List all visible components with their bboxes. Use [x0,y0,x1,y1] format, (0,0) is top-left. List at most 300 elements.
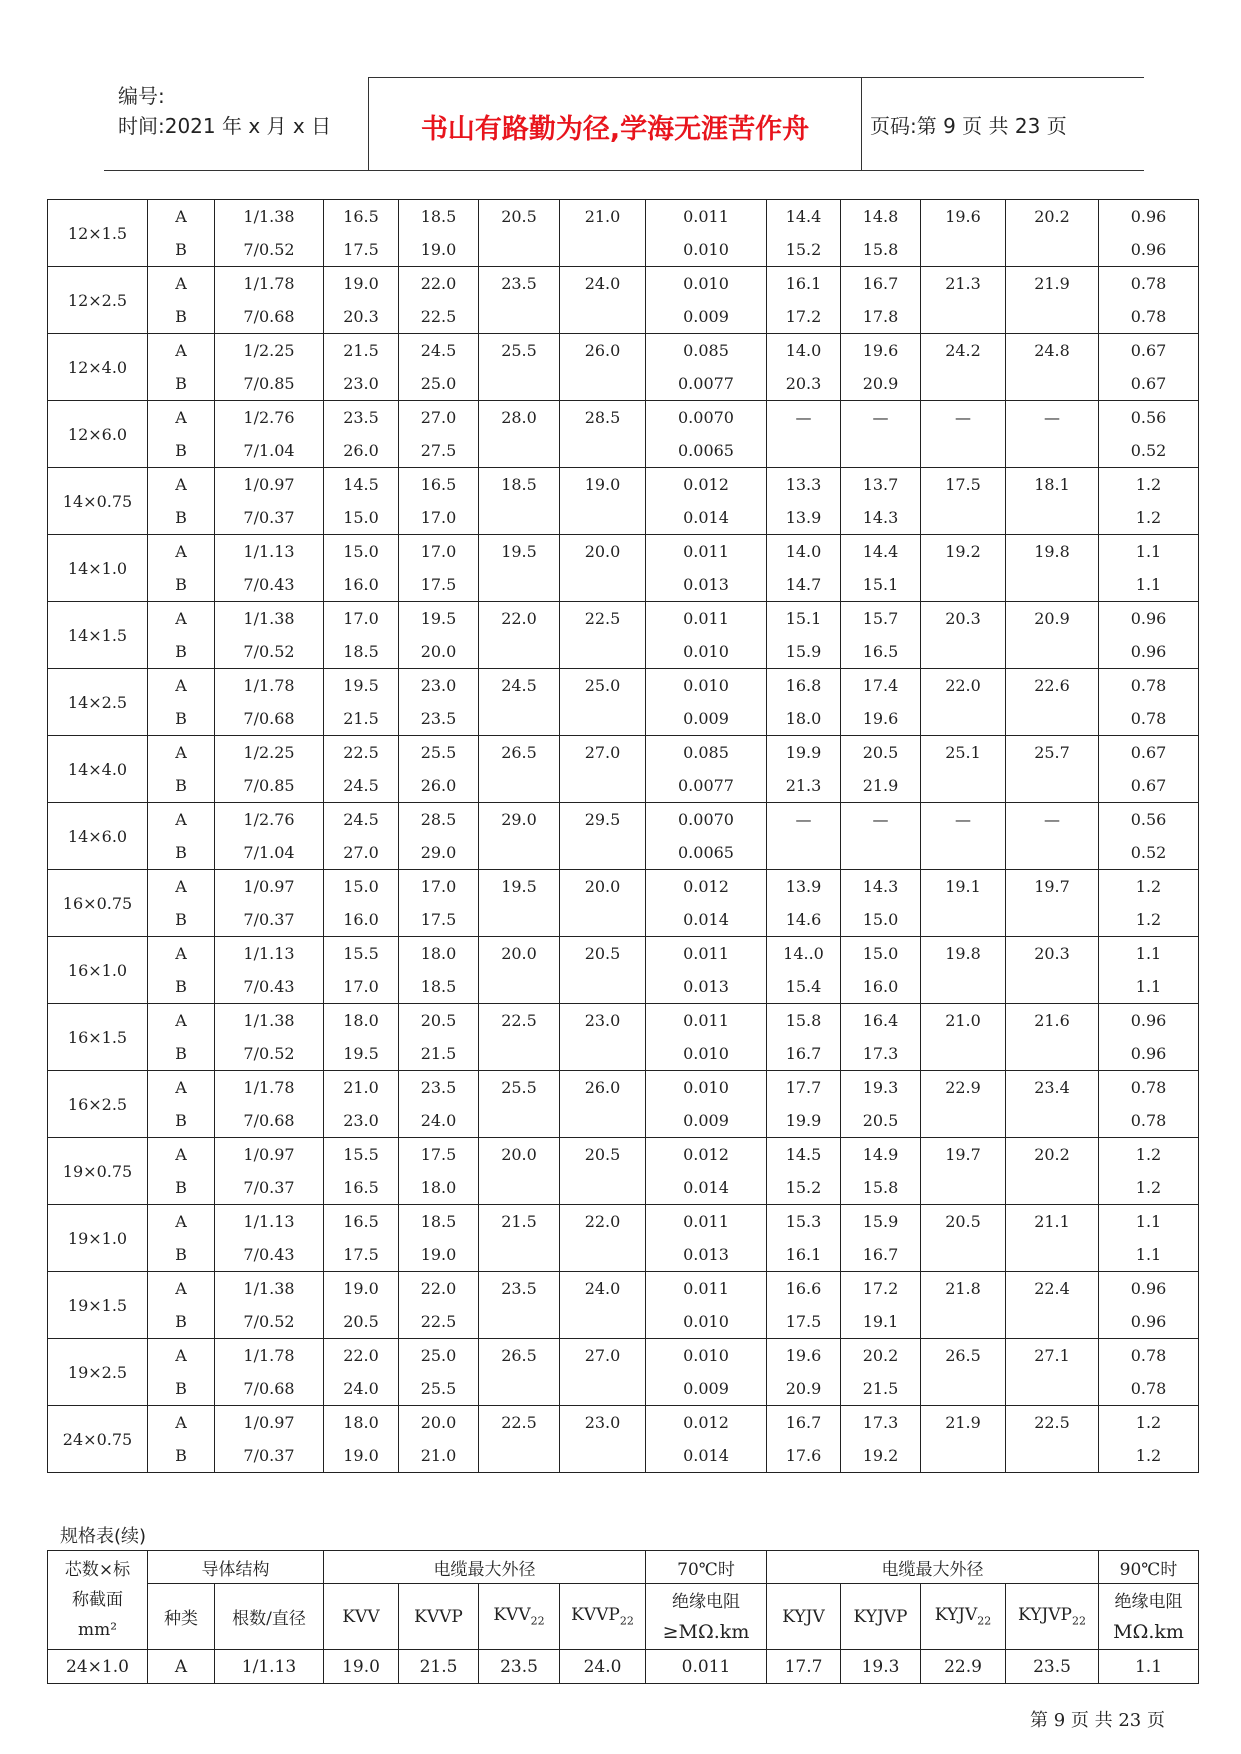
table-cell: 27.0 [399,401,479,435]
header-ins70-line3: ≥MΩ.km [662,1620,750,1643]
table-cell: 1.2 [1099,870,1199,904]
table-cell: 1/2.76 [215,401,324,435]
table-cell: 29.0 [479,803,560,837]
header-kvv: KVV [324,1584,399,1650]
table-cell: B [148,769,215,803]
table-cell: B [148,836,215,870]
table-cell: 23.0 [560,1406,646,1440]
table-cell: 25.7 [1006,736,1099,770]
header-kvv22: $KVV_{22}$ [479,1584,560,1650]
table-cell: 22.0 [921,669,1006,703]
table-cell: 15.0 [324,870,399,904]
table-cell: 21.5 [841,1372,921,1406]
table-cell: 16.8 [767,669,841,703]
table-cell: 23.5 [1006,1650,1099,1684]
table-cell: 19.6 [841,334,921,368]
table-cell: 20.9 [1006,602,1099,636]
table-cell: 27.0 [560,1339,646,1373]
table-cell: 7/1.04 [215,836,324,870]
table-cell: 15.9 [767,635,841,669]
page-footer: 第 9 页 共 23 页 [1030,1710,1165,1731]
table-cell: 1/1.13 [215,535,324,569]
table-cell: 21.9 [1006,267,1099,301]
table-cell: 17.7 [767,1650,841,1684]
table-cell: 18.5 [399,970,479,1004]
table-cell: 20.3 [324,300,399,334]
table-cell: 1/1.38 [215,1004,324,1038]
table-cell: 14.8 [841,200,921,234]
table-cell [921,1037,1006,1071]
table-cell [921,233,1006,267]
table-cell: 17.5 [399,1138,479,1172]
table-cell: 18.0 [399,937,479,971]
header-ins90-line3: MΩ.km [1113,1620,1184,1643]
table-cell: 0.67 [1099,334,1199,368]
table-cell: 0.0065 [646,836,767,870]
table-cell: 17.0 [399,535,479,569]
table-cell: 20.5 [841,1104,921,1138]
table-cell: 22.5 [479,1004,560,1038]
table-cell: 19.0 [324,1272,399,1306]
table-cell: 15.4 [767,970,841,1004]
table-cell: 29.0 [399,836,479,870]
table-cell: 19.9 [767,1104,841,1138]
table-cell: 7/0.37 [215,1171,324,1205]
table-cell: 16.7 [767,1037,841,1071]
table-cell: 0.78 [1099,669,1199,703]
table-cell [921,903,1006,937]
table-cell: 15.0 [324,501,399,535]
table-cell: 7/0.68 [215,702,324,736]
table-cell [921,1439,1006,1473]
table-row [48,803,1199,837]
spec-cell: 12×2.5 [48,267,148,334]
table-cell: 20.0 [560,535,646,569]
table-cell: A [148,1004,215,1038]
table-cell: A [148,1650,215,1684]
table-row [48,233,1199,267]
table-cell: 15.8 [767,1004,841,1038]
table-cell: — [1006,803,1099,837]
table-cell: 19.6 [921,200,1006,234]
table-cell: 0.52 [1099,836,1199,870]
header-meta [118,81,331,141]
table-cell: 0.011 [646,937,767,971]
table-cell: 21.5 [399,1650,479,1684]
table-cell: 7/0.85 [215,367,324,401]
table-cell: 0.014 [646,501,767,535]
table-cell: 18.5 [324,635,399,669]
table-cell: 19.5 [324,1037,399,1071]
header-ins70-rest [646,1584,767,1650]
table-row [48,669,1199,703]
table-cell: 27.0 [324,836,399,870]
spec-cell: 12×6.0 [48,401,148,468]
table-cell: 27.1 [1006,1339,1099,1373]
table-cell [921,1171,1006,1205]
table-cell: 0.67 [1099,769,1199,803]
table-cell: 1.2 [1099,501,1199,535]
table-cell: 7/0.43 [215,568,324,602]
spec-cell: 12×4.0 [48,334,148,401]
table-cell: 16.0 [841,970,921,1004]
table-cell [921,300,1006,334]
table-cell: 20.9 [841,367,921,401]
table-row [48,1339,1199,1373]
table-row [48,736,1199,770]
table-cell: 0.013 [646,568,767,602]
table-cell: 29.5 [560,803,646,837]
header-kyjvp22: $KYJVP_{22}$ [1006,1584,1099,1650]
table-cell: 16.7 [841,267,921,301]
continued-spec-table [47,1550,1199,1684]
table-cell [841,836,921,870]
table-cell: 0.012 [646,870,767,904]
table-cell: 19.6 [841,702,921,736]
table-cell: 20.5 [560,1138,646,1172]
table-cell: B [148,702,215,736]
table-row [48,602,1199,636]
table-cell [1006,1372,1099,1406]
table-row [48,937,1199,971]
table-cell [921,1238,1006,1272]
table-cell: 1/1.13 [215,1650,324,1684]
table-cell: B [148,903,215,937]
table-cell: 14.3 [841,501,921,535]
table-cell: 22.0 [479,602,560,636]
table-row [48,568,1199,602]
table-cell [921,1104,1006,1138]
table-cell: 14.5 [324,468,399,502]
table-cell [1006,836,1099,870]
table-cell: 17.3 [841,1037,921,1071]
table-cell: 16.0 [324,903,399,937]
table-cell [767,836,841,870]
table-cell: 24×1.0 [48,1650,148,1684]
table-row [48,870,1199,904]
table-cell: 15.5 [324,1138,399,1172]
table-cell: 18.5 [479,468,560,502]
table-cell: 26.0 [560,1071,646,1105]
table-cell: 21.0 [399,1439,479,1473]
header-spec [48,1551,148,1650]
table-cell [921,769,1006,803]
table-cell: 23.4 [1006,1071,1099,1105]
table-cell: 17.0 [399,870,479,904]
table-cell: 26.5 [479,1339,560,1373]
spec-cell: 19×1.5 [48,1272,148,1339]
document-number-label: 编号: [118,84,165,108]
table-cell: 19.0 [324,1439,399,1473]
table-cell: A [148,401,215,435]
table-cell [921,1372,1006,1406]
table-cell: 1/1.38 [215,200,324,234]
table-cell: A [148,1138,215,1172]
table-cell: 14..0 [767,937,841,971]
table-cell: 21.3 [921,267,1006,301]
table-cell: 15.5 [324,937,399,971]
table-cell: 7/0.68 [215,1104,324,1138]
table-cell: 16.7 [767,1406,841,1440]
table-cell: 18.0 [767,702,841,736]
table-cell [1006,367,1099,401]
table-cell: 16.0 [324,568,399,602]
table-cell: 1.2 [1099,1406,1199,1440]
table-cell: 17.0 [399,501,479,535]
table-cell: 1/2.25 [215,736,324,770]
table-cell: 7/0.52 [215,1037,324,1071]
table-cell [560,367,646,401]
table-cell: 19.5 [479,870,560,904]
table-cell: 0.010 [646,1071,767,1105]
table-cell: A [148,1339,215,1373]
table-cell: 22.9 [921,1071,1006,1105]
table-cell: A [148,267,215,301]
table-cell: — [767,401,841,435]
header-kvvp22: $KVVP_{22}$ [560,1584,646,1650]
table-cell: B [148,1238,215,1272]
table-cell: 14.0 [767,535,841,569]
table-cell [560,903,646,937]
table-cell [479,970,560,1004]
table-cell: 0.010 [646,1339,767,1373]
header-divider-right [861,77,862,171]
table-cell: 0.013 [646,970,767,1004]
table-cell: 1/1.78 [215,1071,324,1105]
header-kyjv: KYJV [767,1584,841,1650]
table-cell: — [1006,401,1099,435]
table-cell: 17.4 [841,669,921,703]
table-cell: A [148,334,215,368]
table-cell: 20.5 [324,1305,399,1339]
table-cell: 1/1.13 [215,1205,324,1239]
table-cell: 18.0 [399,1171,479,1205]
table-cell: 0.52 [1099,434,1199,468]
header-outer-diameter-2: 电缆最大外径 [767,1551,1099,1584]
table-cell: 1.1 [1099,937,1199,971]
table-cell: 0.010 [646,669,767,703]
table-cell: B [148,1305,215,1339]
table-row [48,1071,1199,1105]
table-cell: 28.5 [399,803,479,837]
table-cell: 17.5 [324,1238,399,1272]
table-cell: 27.5 [399,434,479,468]
table-cell: 14.4 [767,200,841,234]
table-cell: 21.5 [399,1037,479,1071]
table-cell: 21.6 [1006,1004,1099,1038]
table-cell: 1.2 [1099,1171,1199,1205]
table-cell [921,1305,1006,1339]
table-cell: 23.5 [399,702,479,736]
table-row [48,334,1199,368]
table-cell: 20.3 [767,367,841,401]
table-cell: 0.012 [646,1406,767,1440]
table-cell: 19.0 [324,1650,399,1684]
table-cell: 1/0.97 [215,870,324,904]
table-row [48,501,1199,535]
table-cell: 20.5 [560,937,646,971]
table-cell: 20.0 [479,937,560,971]
table-cell: 20.5 [399,1004,479,1038]
table-row [48,1104,1199,1138]
table-cell [921,434,1006,468]
table-cell [1006,1171,1099,1205]
table-row [48,702,1199,736]
continued-table-title: 规格表(续) [60,1526,147,1547]
header-ins70-line1: 70℃时 [646,1551,767,1584]
spec-cell: 14×0.75 [48,468,148,535]
table-cell: 0.011 [646,1205,767,1239]
table-cell: 0.010 [646,267,767,301]
table-cell: 24.0 [560,1272,646,1306]
table-cell [479,1037,560,1071]
table-cell: 1.2 [1099,1138,1199,1172]
table-cell: 0.011 [646,1004,767,1038]
spec-cell: 16×2.5 [48,1071,148,1138]
table-cell: 7/0.52 [215,635,324,669]
table-row [48,1171,1199,1205]
table-row [48,401,1199,435]
spec-cell: 14×1.5 [48,602,148,669]
table-cell: 0.56 [1099,401,1199,435]
table-cell: 0.012 [646,468,767,502]
table-cell [479,434,560,468]
table-cell: 20.3 [921,602,1006,636]
spec-cell: 19×1.0 [48,1205,148,1272]
table-cell: 16.4 [841,1004,921,1038]
table-cell: 14.0 [767,334,841,368]
table-row [48,367,1199,401]
spec-cell: 24×0.75 [48,1406,148,1473]
table-row [48,1004,1199,1038]
table-cell [1006,501,1099,535]
table-cell: 23.5 [479,1650,560,1684]
spec-cell: 14×6.0 [48,803,148,870]
table-cell: 16.7 [841,1238,921,1272]
table-cell: 15.2 [767,233,841,267]
table-row [48,1138,1199,1172]
table-cell: 0.96 [1099,200,1199,234]
table-cell: B [148,501,215,535]
table-cell: 7/0.52 [215,233,324,267]
table-cell: 1.1 [1099,1238,1199,1272]
table-cell: 1/2.25 [215,334,324,368]
table-cell: 16.5 [324,200,399,234]
table-cell: 0.96 [1099,635,1199,669]
table-cell [479,568,560,602]
table-cell: — [921,401,1006,435]
table-cell: 0.0077 [646,769,767,803]
table-cell: 23.5 [479,267,560,301]
table-cell: 19.0 [560,468,646,502]
table-cell: 17.5 [921,468,1006,502]
table-cell: 20.9 [767,1372,841,1406]
table-cell: 23.5 [324,401,399,435]
table-cell: 15.0 [841,937,921,971]
table-cell: 0.012 [646,1138,767,1172]
table-cell [479,1171,560,1205]
table-cell: A [148,200,215,234]
table-row [48,1439,1199,1473]
header-ins90-line1: 90℃时 [1099,1551,1199,1584]
table-cell: 7/0.43 [215,970,324,1004]
table-cell: 23.0 [324,367,399,401]
header-outer-diameter-1: 电缆最大外径 [324,1551,646,1584]
table-row [48,1205,1199,1239]
table-cell [479,1372,560,1406]
table-cell: 1/1.78 [215,267,324,301]
table-cell: 19.3 [841,1071,921,1105]
table-cell: 7/1.04 [215,434,324,468]
table-cell: — [921,803,1006,837]
table-cell: 0.96 [1099,1272,1199,1306]
table-cell: 19.5 [479,535,560,569]
table-cell: 0.009 [646,1372,767,1406]
table-cell: B [148,434,215,468]
table-cell: A [148,803,215,837]
table-cell: B [148,568,215,602]
table-cell: A [148,937,215,971]
table-cell: 0.085 [646,736,767,770]
table-cell: A [148,736,215,770]
table-cell: 0.0070 [646,803,767,837]
table-cell: 15.3 [767,1205,841,1239]
table-cell: 0.009 [646,1104,767,1138]
table-cell: 0.56 [1099,803,1199,837]
table-cell: 16.5 [399,468,479,502]
table-cell: B [148,1439,215,1473]
table-cell: 1.1 [1099,970,1199,1004]
table-cell: 0.010 [646,1037,767,1071]
table-cell: 22.0 [399,1272,479,1306]
table-cell: 18.5 [399,1205,479,1239]
table-row [48,970,1199,1004]
table-cell: 18.0 [324,1406,399,1440]
table-cell: 1/0.97 [215,468,324,502]
header-spec-line2: 称截面 [72,1590,123,1610]
table-cell: 7/0.68 [215,300,324,334]
table-cell: 20.3 [1006,937,1099,971]
header-conductor: 导体结构 [148,1551,324,1584]
table-cell: 22.0 [324,1339,399,1373]
table-cell: 0.009 [646,300,767,334]
table-cell [1006,970,1099,1004]
table-cell: 15.2 [767,1171,841,1205]
table-cell: 22.0 [560,1205,646,1239]
table-cell [1006,702,1099,736]
table-cell: 19.3 [841,1650,921,1684]
table-cell: 19.0 [399,233,479,267]
table-cell: 25.5 [399,736,479,770]
table-cell [1006,1037,1099,1071]
table-cell: 14.6 [767,903,841,937]
table-cell: 7/0.37 [215,501,324,535]
table-cell: 23.0 [560,1004,646,1038]
table-cell: — [841,803,921,837]
table-cell: 0.96 [1099,1004,1199,1038]
table-cell: 0.96 [1099,1305,1199,1339]
table-cell: 1/2.76 [215,803,324,837]
table-cell [479,769,560,803]
table-cell: 17.0 [324,602,399,636]
table-cell: 20.5 [479,200,560,234]
table-cell: 21.9 [841,769,921,803]
table-row [48,635,1199,669]
header-ins90-rest [1099,1584,1199,1650]
table-cell [560,1037,646,1071]
table-row [48,1238,1199,1272]
table-cell [479,501,560,535]
